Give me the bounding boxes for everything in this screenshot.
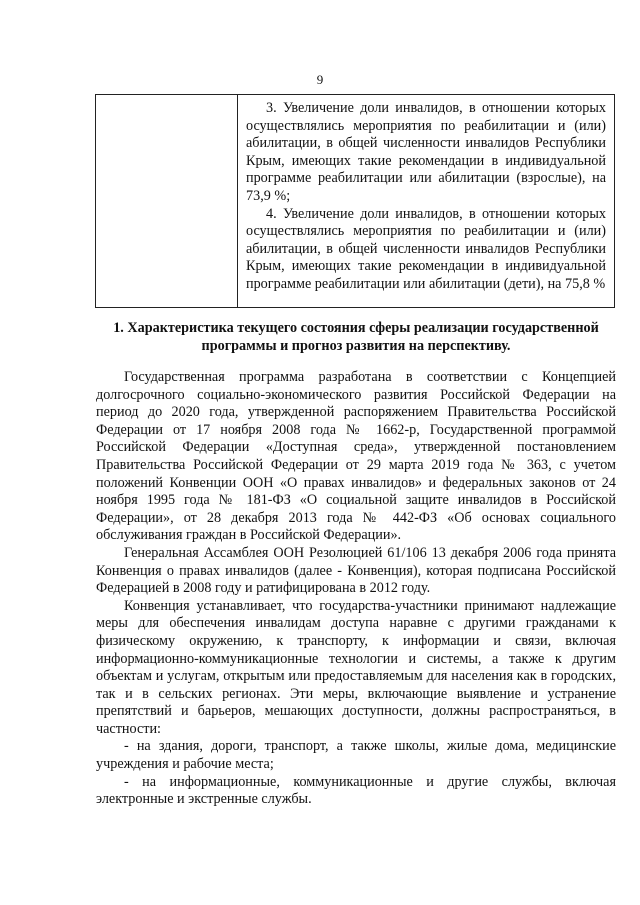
body-text: [96, 369, 616, 809]
indicator-item-3: 3. Увеличение доли инвалидов, в отношении которых осуществлялись мероприятия по реабилитации и (или) абилитации, в общей численности инвалидов Республики Крым, имеющих такие рекомендации в индивидуальной программе реабилитации или абилитации (взрослые), на 73,9 %;: [246, 100, 606, 204]
page-number: 9: [316, 72, 324, 87]
body-list-item-2: - на информационные, коммуникационные и другие службы, включая электронные и экстренные службы.: [96, 773, 616, 808]
table-left-cell: [96, 95, 238, 307]
body-paragraph-1: Государственная программа разработана в соответствии с Концепцией долгосрочного социально-экономического развития Российской Федерации на период до 2020 года, утвержденной распоряжением Правительства Российской Федерации от 17 ноября 2008 года № 1662-р, Государственной программой Российской Федерации «Доступная среда», утвержденной постановлением Правительства Российской Федерации от 29 марта 2019 года № 363, с учетом положений Конвенции ООН «О правах инвалидов» и федеральных законов от 24 ноября 1995 года № 181-ФЗ «О социальной защите инвалидов в Российской Федерации», от 28 декабря 2013 года № 442-ФЗ «Об основах социального обслуживания граждан в Российской Федерации».: [96, 369, 616, 544]
body-list-item-1: - на здания, дороги, транспорт, а также школы, жилые дома, медицинские учреждения и рабочие места;: [96, 738, 616, 773]
table-right-cell: [238, 95, 614, 307]
indicators-table: [95, 94, 615, 308]
indicator-item-4: 4. Увеличение доли инвалидов, в отношении которых осуществлялись мероприятия по реабилитации и (или) абилитации, в общей численности инвалидов Республики Крым, имеющих такие рекомендации в индивидуальной программе реабилитации или абилитации (дети), на 75,8 %: [246, 205, 606, 292]
body-paragraph-3: Конвенция устанавливает, что государства-участники принимают надлежащие меры для обеспечения инвалидам доступа наравне с другими гражданами к физическому окружению, к транспорту, к информации и связи, включая информационно-коммуникационные технологии и системы, а также к другим объектам и услугам, открытым или предоставляемым для населения как в городских, так и в сельских регионах. Эти меры, включающие выявление и устранение препятствий и барьеров, мешающих доступности, должны распространяться, в частности:: [96, 597, 616, 737]
section-heading: 1. Характеристика текущего состояния сферы реализации государственной программы и прогноз развития на перспективу.: [113, 320, 599, 354]
body-paragraph-2: Генеральная Ассамблея ООН Резолюцией 61/106 13 декабря 2006 года принята Конвенция о правах инвалидов (далее - Конвенция), которая подписана Российской Федерацией в 2008 году и ратифицирована в 2012 году.: [96, 544, 616, 597]
